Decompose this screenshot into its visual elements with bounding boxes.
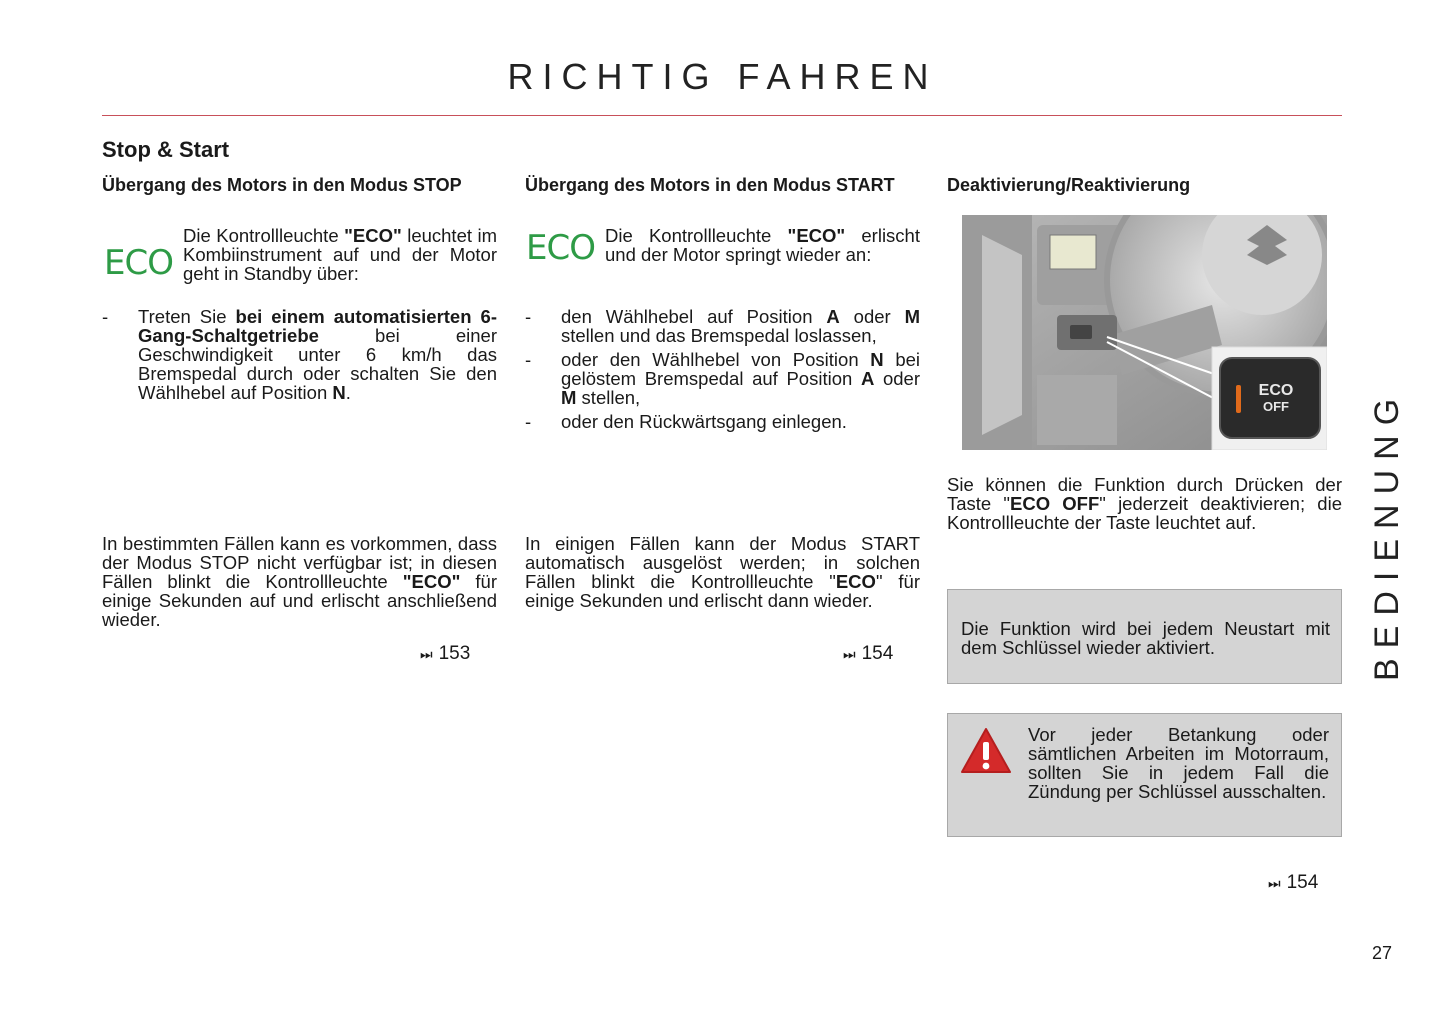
chapter-side-label: BEDIENUNG	[1368, 388, 1406, 682]
list-item: - oder den Rückwärtsgang einlegen.	[525, 411, 847, 432]
warning-triangle-icon	[960, 726, 1012, 781]
page-title: RICHTIG FAHREN	[507, 56, 938, 97]
eco-indicator-icon: ECO	[526, 228, 595, 268]
info-box-text: Die Funktion wird bei jedem Neustart mit dem Schlüssel wieder aktiviert.	[961, 618, 1330, 658]
fast-forward-icon: ⏭	[420, 646, 433, 662]
col2-intro: Die Kontrollleuchte "ECO" erlischt und der Motor springt wieder an:	[605, 225, 920, 265]
col3-page-reference[interactable]: ⏭ 154	[1268, 872, 1319, 893]
info-box	[947, 589, 1342, 684]
warning-box	[947, 713, 1342, 837]
col3-paragraph: Sie können die Funktion durch Drücken der Taste "ECO OFF" jederzeit deaktivieren; die Kontrollleuchte der Taste leuchtet auf.	[947, 474, 1342, 533]
col1-note: In bestimmten Fällen kann es vorkommen, dass der Modus STOP nicht verfügbar ist; in diesen Fällen blinkt die Kontrollleuchte "ECO" für einige Sekunden auf und erlischt anschließend wieder.	[102, 533, 497, 630]
header-rule	[102, 115, 1342, 116]
list-item: - Treten Sie bei einem automatisierten 6-Gang-Schaltgetriebe bei einer Geschwindigkeit unter 6 km/h das Bremspedal durch oder schalten Sie den Wählhebel auf Position N.	[102, 306, 497, 403]
col2-list	[525, 307, 920, 436]
fast-forward-icon: ⏭	[843, 646, 856, 662]
col1-intro: Die Kontrollleuchte "ECO" leuchtet im Kombiinstrument auf und der Motor geht in Standby über:	[183, 225, 497, 284]
eco-indicator-icon: ECO	[104, 243, 173, 283]
page-number: 27	[1372, 943, 1393, 963]
col3-heading: Deaktivierung/Reaktivierung	[947, 175, 1191, 195]
list-item: - oder den Wählhebel von Position N bei gelöstem Bremspedal auf Position A oder M stellen,	[525, 349, 921, 408]
col1-list	[102, 307, 497, 407]
section-title: Stop & Start	[102, 137, 230, 162]
col1-heading: Übergang des Motors in den Modus STOP	[102, 175, 462, 195]
col2-note: In einigen Fällen kann der Modus START automatisch ausgelöst werden; in solchen Fällen blinkt die Kontrollleuchte "ECO" für einige Sekunden und erlischt dann wieder.	[525, 533, 920, 611]
eco-off-button: ECO OFF	[1258, 382, 1294, 414]
col2-page-reference[interactable]: ⏭ 154	[843, 643, 894, 664]
warning-box-text: Vor jeder Betankung oder sämtlichen Arbeiten im Motorraum, sollten Sie in jedem Fall die Zündung per Schlüssel ausschalten.	[1028, 724, 1329, 802]
dashboard-photo	[962, 215, 1327, 450]
col1-page-reference[interactable]: ⏭ 153	[420, 643, 471, 664]
list-item: - den Wählhebel auf Position A oder M stellen und das Bremspedal loslassen,	[525, 306, 920, 346]
col2-heading: Übergang des Motors in den Modus START	[525, 175, 895, 195]
fast-forward-icon: ⏭	[1268, 875, 1281, 891]
